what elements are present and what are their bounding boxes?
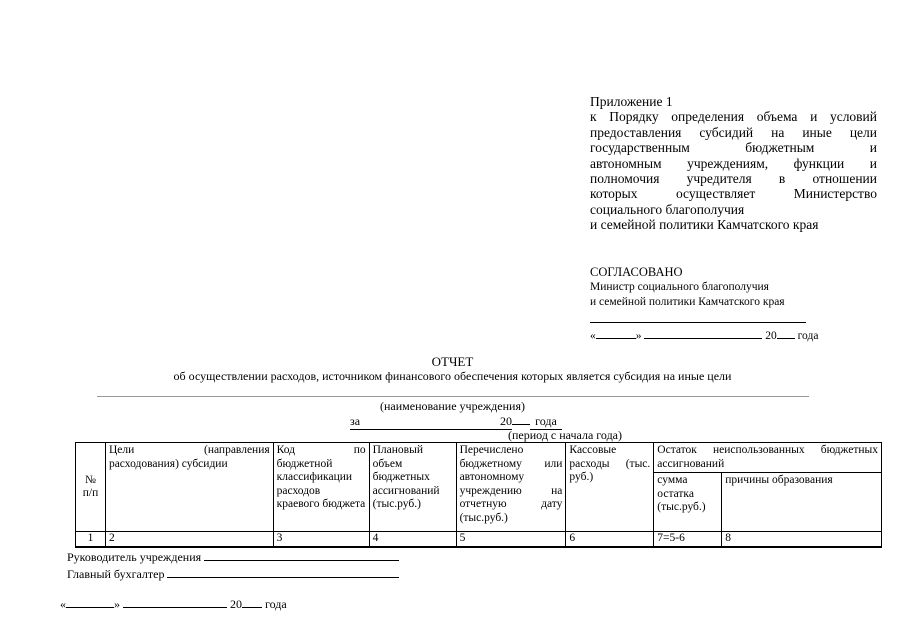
head-signature (67, 549, 399, 565)
accountant-signature-line (167, 566, 399, 578)
header-transferred: Перечислено бюджетному или автономному учреждению на отчетную дату (тыс.руб.) (456, 443, 566, 532)
approval-block (590, 265, 818, 344)
appendix-line: предоставления субсидий на иные цели (590, 124, 877, 140)
report-title: ОТЧЕТ (431, 354, 474, 369)
header-num (76, 443, 106, 532)
period-caption: (период с начала года) (508, 428, 623, 442)
accountant-signature (67, 566, 399, 582)
report-title-block (0, 354, 905, 383)
report-table (75, 442, 882, 548)
header-code: Код по бюджетной классификации расходов краевого бюджета (273, 443, 369, 532)
appendix-line: и семейной политики Камчатского края (590, 217, 819, 233)
report-subtitle: об осуществлении расходов, источником финансового обеспечения которых является субсидия на иные цели (173, 369, 732, 383)
header-remainder-reason: причины образования (722, 473, 882, 532)
col-number: 8 (722, 532, 882, 547)
date-close-quote: » (635, 330, 642, 342)
footer-year-prefix: 20 (230, 597, 242, 611)
header-num-label: № п/п (82, 473, 99, 499)
col-number: 1 (76, 532, 106, 547)
table-number-row (76, 532, 882, 547)
appendix-line: полномочия учредителя в отношении (590, 171, 877, 187)
appendix-line: которых осуществляет Министерство (590, 186, 877, 202)
footer-year-blank (242, 596, 262, 608)
day-blank (596, 327, 636, 339)
head-signature-line (204, 549, 399, 561)
footer-year-suffix: года (265, 597, 287, 611)
org-name-caption: (наименование учреждения) (380, 399, 525, 413)
appendix-line: социального благополучия (590, 201, 745, 217)
appendix-line: к Порядку определения объема и условий (590, 109, 877, 125)
table-header-row (76, 443, 882, 473)
col-number: 7=5-6 (654, 532, 722, 547)
approval-date (590, 327, 818, 344)
header-goals: Цели (направления расходования) субсидии (105, 443, 273, 532)
col-number: 5 (456, 532, 566, 547)
header-planned: Плановый объем бюджетных ассигнований (тыс.руб.) (369, 443, 456, 532)
header-cash: Кассовые расходы (тыс. руб.) (566, 443, 654, 532)
date-open-quote: « (590, 330, 596, 342)
col-number: 2 (105, 532, 273, 547)
appendix-line: автономным учреждениям, функции и (590, 155, 877, 171)
period-for-label: за (350, 414, 361, 428)
accountant-label: Главный бухгалтер (67, 567, 165, 581)
col-number: 6 (566, 532, 654, 547)
header-remainder-sum: сумма остатка (тыс.руб.) (654, 473, 722, 532)
footer-date-close-quote: » (114, 597, 120, 611)
appendix-header (590, 94, 877, 233)
year-prefix: 20 (765, 330, 777, 342)
period-for-field (350, 414, 492, 430)
month-blank (644, 327, 762, 339)
year-blank (777, 327, 795, 339)
footer-date-open-quote: « (60, 597, 66, 611)
head-label: Руководитель учреждения (67, 550, 202, 564)
footer-date (60, 596, 287, 612)
approval-position-line2: и семейной политики Камчатского края (590, 296, 785, 308)
approval-heading: СОГЛАСОВАНО (590, 265, 683, 279)
col-number: 4 (369, 532, 456, 547)
period-year-word: года (535, 414, 557, 428)
period-year-blank (512, 424, 530, 425)
approval-signature-line (590, 310, 806, 323)
footer-day-blank (66, 596, 114, 608)
header-remainder: Остаток неиспользованных бюджетных ассигнований (654, 443, 882, 473)
footer-month-blank (123, 596, 227, 608)
col-number: 3 (273, 532, 369, 547)
period-year-prefix: 20 (500, 414, 512, 428)
year-suffix: года (797, 330, 819, 342)
appendix-line: Приложение 1 (590, 94, 673, 109)
appendix-line: государственным бюджетным и (590, 140, 877, 156)
approval-position-line1: Министр социального благополучия (590, 281, 769, 293)
org-name-line (97, 396, 809, 397)
